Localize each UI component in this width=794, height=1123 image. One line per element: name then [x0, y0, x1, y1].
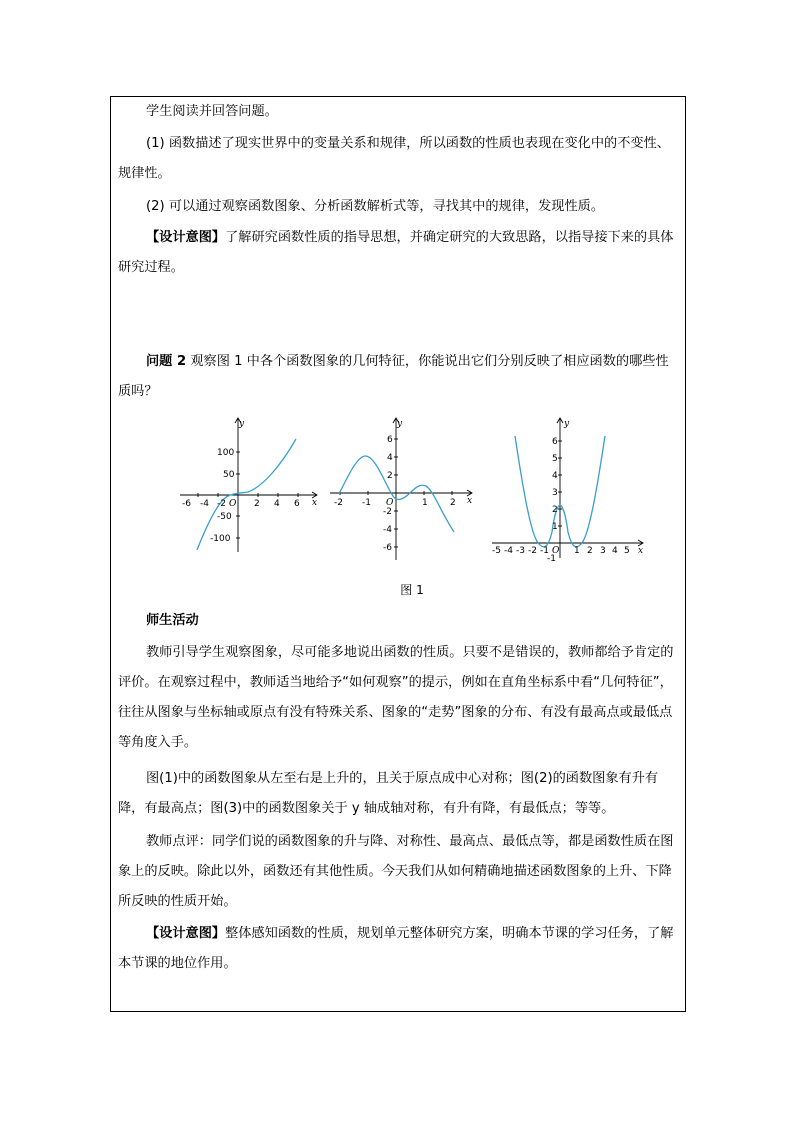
- graph-1-y-tick: 50: [223, 470, 235, 480]
- graph-3-x-tick: -4: [504, 546, 513, 556]
- graph-2-curve: [339, 456, 454, 532]
- graph-2-y-tick: -6: [383, 543, 392, 553]
- graph-3-y-label: y: [564, 419, 570, 429]
- graph-2-y-tick: 2: [387, 471, 393, 481]
- graph-2-x-tick: 1: [422, 498, 428, 508]
- graph-1-origin: O: [229, 499, 237, 509]
- graph-2-y-tick: -4: [383, 525, 392, 535]
- graph-1-x-tick: -4: [200, 499, 209, 509]
- design-intent-1: [118, 223, 678, 283]
- graph-3-x-tick: -1: [540, 546, 549, 556]
- graph-2-origin: O: [386, 498, 394, 508]
- design-intent-tag: 【设计意图】: [146, 926, 226, 941]
- question-tag: 问题 2: [146, 354, 187, 369]
- graph-2-x-tick: -2: [334, 498, 343, 508]
- paragraph-read: 学生阅读并回答问题。: [146, 104, 278, 119]
- graph-1-x-tick: -6: [182, 499, 191, 509]
- graph-1-x-tick: 2: [254, 499, 260, 509]
- graph-3-y-tick: 5: [552, 454, 558, 464]
- paragraph-answer-2: (2) 可以通过观察函数图象、分析函数解析式等，寻找其中的规律，发现性质。: [146, 199, 605, 214]
- paragraph-teacher-guide: 教师引导学生观察图象，尽可能多地说出函数的性质。只要不是错误的，教师都给予肯定的评价。在观察过程中，教师适当地给予“如何观察”的提示，例如在直角坐标系中看“几何特征”，往往从图象与坐标轴或原点有没有特殊关系、图象的“走势”图象的分布、有没有最高点或最低点等角度入手。: [118, 645, 674, 750]
- graph-3-y-tick: -1: [547, 554, 556, 562]
- graph-3-x-tick: 5: [624, 546, 630, 556]
- graph-3-x-tick: -3: [516, 546, 525, 556]
- graph-3: [488, 412, 648, 562]
- graph-1-x-label: x: [312, 498, 318, 508]
- graph-1-x-tick: -2: [217, 499, 226, 509]
- graph-3-x-tick: -5: [492, 546, 501, 556]
- graph-3-x-label: x: [638, 546, 644, 556]
- graph-1: [172, 412, 322, 557]
- graph-3-x-tick: 1: [574, 546, 580, 556]
- graph-3-y-tick: 4: [552, 471, 558, 481]
- graph-1-y-label: y: [239, 419, 245, 429]
- activity-title: 师生活动: [146, 613, 199, 628]
- graph-1-y-tick: -100: [210, 534, 231, 544]
- paragraph-answer-1: (1) 函数描述了现实世界中的变量关系和规律，所以函数的性质也表现在变化中的不变性、规律性。: [118, 136, 670, 181]
- design-intent-text: 整体感知函数的性质，规划单元整体研究方案，明确本节课的学习任务，了解本节课的地位作用。: [118, 926, 674, 971]
- paragraph-graph-observations: 图(1)中的函数图象从左至右是上升的，且关于原点成中心对称；图(2)的函数图象有升有降，有最高点；图(3)中的函数图象关于 y 轴成轴对称，有升有降，有最低点；等等。: [118, 771, 659, 816]
- graph-1-y-tick: -50: [217, 512, 232, 522]
- graph-3-x-tick: 2: [587, 546, 593, 556]
- question-2: [118, 347, 678, 407]
- graph-2-x-label: x: [467, 496, 473, 506]
- graph-3-y-tick: 1: [552, 522, 558, 532]
- graph-3-x-tick: 3: [600, 546, 606, 556]
- graph-3-y-tick: 6: [552, 437, 558, 447]
- graph-2-y-tick: 6: [387, 435, 393, 445]
- graph-1-x-tick: 4: [274, 499, 280, 509]
- graph-2-y-tick: 4: [387, 453, 393, 463]
- graph-2-x-tick: 2: [450, 498, 456, 508]
- figure-caption: 图 1: [400, 583, 424, 597]
- graph-3-x-tick: -2: [528, 546, 537, 556]
- design-intent-tag: 【设计意图】: [146, 230, 226, 245]
- graph-3-y-tick: 3: [552, 488, 558, 498]
- graph-2-x-tick: -1: [362, 498, 371, 508]
- question-text: 观察图 1 中各个函数图象的几何特征，你能说出它们分别反映了相应函数的哪些性质吗？: [118, 354, 669, 399]
- graph-1-y-tick: 100: [217, 448, 235, 458]
- graph-2: [327, 412, 477, 562]
- graph-3-y-tick: 2: [552, 505, 558, 515]
- graph-2-y-tick: -2: [383, 507, 392, 517]
- graph-2-y-label: y: [397, 419, 403, 429]
- graph-3-x-tick: 4: [612, 546, 618, 556]
- design-intent-text: 了解研究函数性质的指导思想，并确定研究的大致思路，以指导接下来的具体研究过程。: [118, 230, 674, 275]
- paragraph-teacher-comment: 教师点评：同学们说的函数图象的升与降、对称性、最高点、最低点等，都是函数性质在图象上的反映。除此以外，函数还有其他性质。今天我们从如何精确地描述函数图象的上升、下降所反映的性质开始。: [118, 834, 674, 909]
- graph-3-origin: O: [552, 546, 560, 556]
- graph-1-x-tick: 6: [294, 499, 300, 509]
- design-intent-2: [118, 919, 678, 979]
